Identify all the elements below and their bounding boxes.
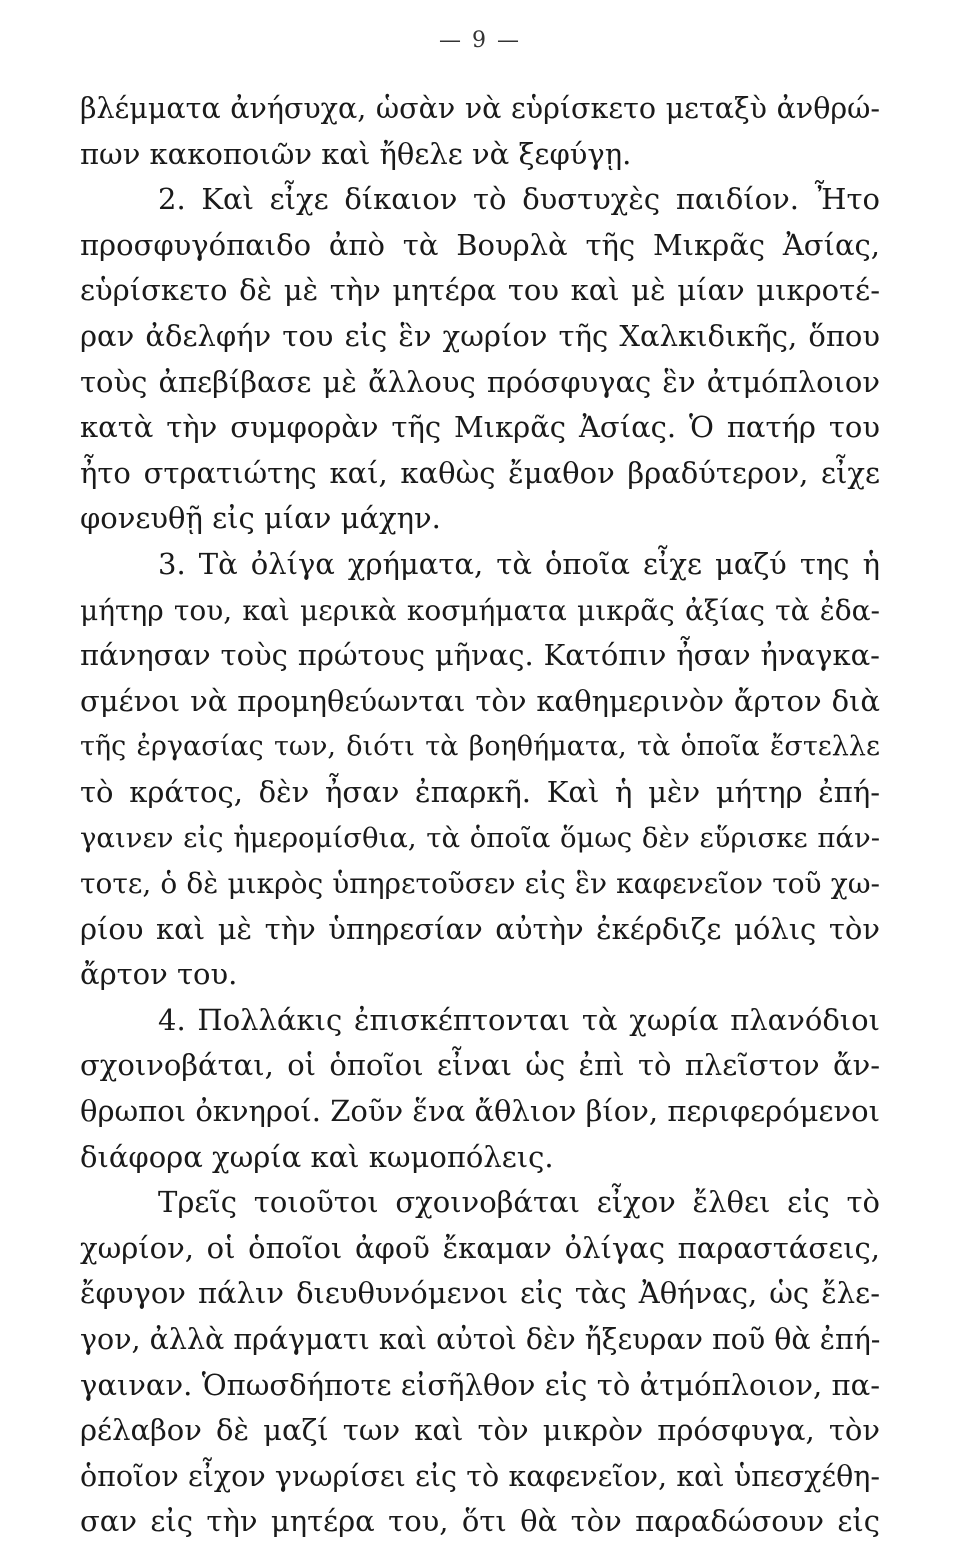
text-line: κατὰ τὴν συμφορὰν τῆς Μικρᾶς Ἀσίας. Ὁ πατήρ του — [80, 410, 880, 445]
text-line: τοτε, ὁ δὲ μικρὸς ὑπηρετοῦσεν εἰς ἓν καφενεῖον τοῦ χω- — [80, 867, 880, 901]
paragraph-3-start: 3. Τὰ ὀλίγα χρήματα, τὰ ὁποῖα εἶχε μαζύ της ἡ — [158, 546, 880, 581]
text-line: ραν ἀδελφήν του εἰς ἓν χωρίον τῆς Χαλκιδικῆς, ὅπου — [80, 318, 880, 353]
text-line: ἦτο στρατιώτης καί, καθὼς ἔμαθον βραδύτερον, εἶχε — [80, 455, 880, 490]
text-line: τοὺς ἀπεβίβασε μὲ ἄλλους πρόσφυγας ἓν ἀτμόπλοιον — [80, 364, 880, 399]
paragraph-2-start: 2. Καὶ εἶχε δίκαιον τὸ δυστυχὲς παιδίον. Ἦτο — [158, 182, 880, 217]
text-line: τῆς ἐργασίας των, διότι τὰ βοηθήματα, τὰ ὁποῖα ἔστελλε — [80, 731, 880, 763]
text-line: σαν εἰς τὴν μητέρα του, ὅτι θὰ τὸν παραδώσουν εἰς — [80, 1504, 880, 1539]
text-line: σμένοι νὰ προμηθεύωνται τὸν καθημερινὸν ἄρτον διὰ — [80, 683, 880, 718]
paragraph-5-start: Τρεῖς τοιοῦτοι σχοινοβάται εἶχον ἔλθει εἰς τὸ — [158, 1185, 880, 1220]
text-line: γαινεν εἰς ἡμερομίσθια, τὰ ὁποῖα ὅμως δὲν εὕρισκε πάν- — [80, 821, 880, 854]
text-line: ρέλαβον δὲ μαζί των καὶ τὸν μικρὸν πρόσφυγα, τὸν — [80, 1413, 880, 1448]
text-line: μήτηρ του, καὶ μερικὰ κοσμήματα μικρᾶς ἀξίας τὰ ἐδα- — [80, 593, 880, 627]
text-line: βλέμματα ἀνήσυχα, ὡσὰν νὰ εὑρίσκετο μεταξὺ ἀνθρώ- — [80, 92, 880, 125]
text-line: εὑρίσκετο δὲ μὲ τὴν μητέρα του καὶ μὲ μίαν μικροτέ- — [80, 273, 880, 308]
text-line: σχοινοβάται, οἱ ὁποῖοι εἶναι ὡς ἐπὶ τὸ πλεῖστον ἄν- — [80, 1048, 880, 1083]
text-line: προσφυγόπαιδο ἀπὸ τὰ Βουρλὰ τῆς Μικρᾶς Ἀσίας, — [80, 227, 880, 262]
paragraph-4-start: 4. Πολλάκις ἐπισκέπτονται τὰ χωρία πλανόδιοι — [158, 1002, 880, 1037]
text-line: θρωποι ὀκνηροί. Ζοῦν ἕνα ἄθλιον βίον, περιφερόμενοι — [80, 1094, 880, 1129]
text-line: γαιναν. Ὁπωσδήποτε εἰσῆλθον εἰς τὸ ἀτμόπλοιον, πα- — [80, 1367, 880, 1402]
text-line: χωρίον, οἱ ὁποῖοι ἀφοῦ ἔκαμαν ὀλίγας παραστάσεις, — [80, 1230, 880, 1265]
text-line: ἔφυγον πάλιν διευθυνόμενοι εἰς τὰς Ἀθήνας, ὡς ἔλε- — [80, 1276, 880, 1311]
text-line: τὸ κράτος, δὲν ἦσαν ἐπαρκῆ. Καὶ ἡ μὲν μήτηρ ἐπή- — [80, 774, 880, 809]
body-text — [80, 86, 880, 1545]
page-number: — 9 — — [439, 28, 521, 53]
text-line: φονευθῇ εἰς μίαν μάχην. — [80, 501, 441, 536]
text-line: γον, ἀλλὰ πράγματι καὶ αὐτοὶ δὲν ἤξευραν ποῦ θὰ ἐπή- — [80, 1323, 881, 1357]
text-line: διάφορα χωρία καὶ κωμοπόλεις. — [80, 1139, 554, 1174]
text-line: ρίου καὶ μὲ τὴν ὑπηρεσίαν αὐτὴν ἐκέρδιζε μόλις τὸν — [80, 911, 880, 946]
text-line: ἄρτον του. — [80, 957, 238, 992]
text-line: ὁποῖον εἶχον γνωρίσει εἰς τὸ καφενεῖον, καὶ ὑπεσχέθη- — [80, 1459, 880, 1493]
text-line: πων κακοποιῶν καὶ ἤθελε νὰ ξεφύγῃ. — [80, 136, 632, 171]
text-line: πάνησαν τοὺς πρώτους μῆνας. Κατόπιν ἦσαν ἠναγκα- — [80, 638, 880, 673]
